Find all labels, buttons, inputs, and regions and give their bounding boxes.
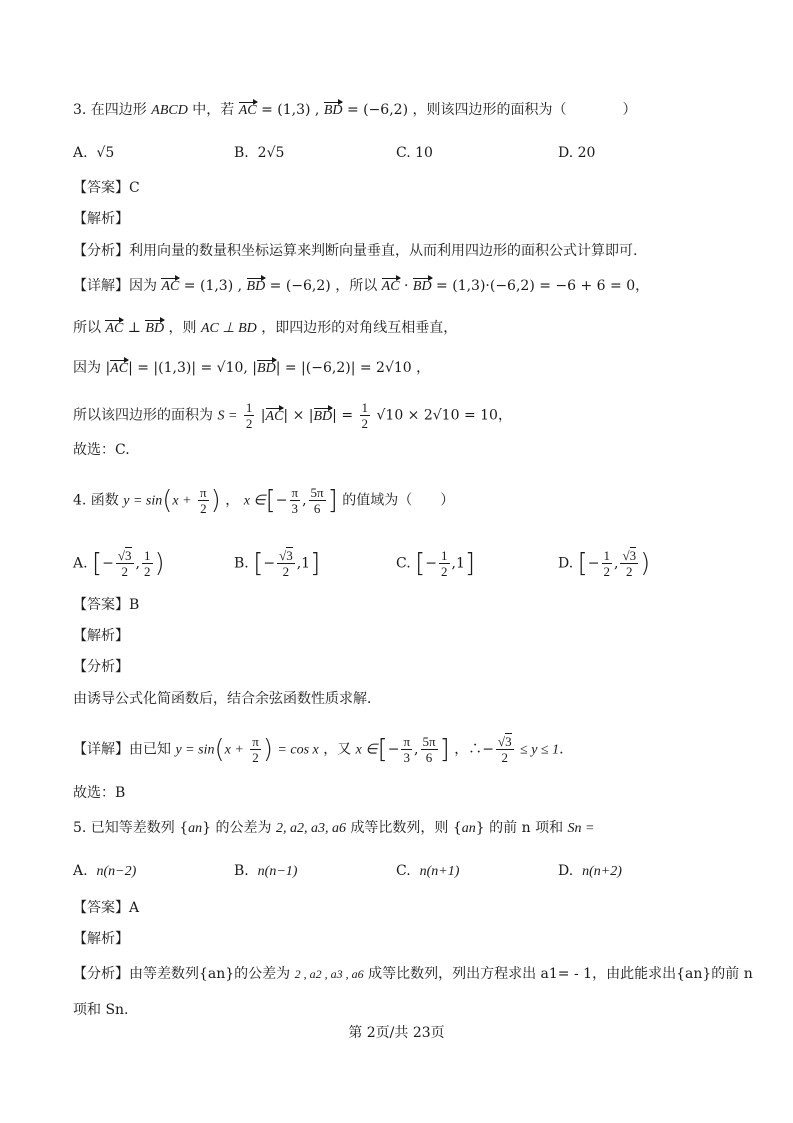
q3-answer: 【答案】C	[73, 180, 140, 196]
q4-option-c: C. [− $\frac{1}{2}$ ,1]	[396, 548, 476, 579]
q4-option-b: B. [− $\frac{√3}{2}$ ,1]	[234, 548, 321, 579]
q3-analysis-tag: 【解析】	[73, 211, 129, 227]
q3-fenxi: 【分析】利用向量的数量积坐标运算来判断向量垂直，从而利用四边形的面积公式计算即可.	[73, 243, 638, 259]
q5-option-c: C. n(n+1)	[396, 863, 460, 879]
q5-option-d: D. n(n+2)	[558, 863, 622, 879]
q3-option-c: C. 10	[396, 145, 433, 161]
q5-stem: 5. 已知等差数列 {an} 的公差为 2, a2, a3, a6 成等比数列，则 {an} 的前 n 项和 Sn =	[73, 820, 595, 836]
q3-detail-line1: 【详解】因为 AC = (1,3) , BD = (−6,2) ，所以 AC · BD = (1,3)·(−6,2) = −6 + 6 = 0，	[73, 276, 649, 297]
q5-analysis-tag: 【解析】	[73, 931, 129, 947]
q3-option-b: B. 2√5	[234, 145, 285, 161]
q4-fenxi: 由诱导公式化简函数后，结合余弦函数性质求解．	[73, 691, 381, 707]
q4-fenxi-tag: 【分析】	[73, 659, 129, 675]
q3-detail-line3: 因为 |AC| = |(1,3)| = √10, |BD| = |(−6,2)| = 2√10 ，	[73, 358, 430, 379]
q4-detail: 【详解】由已知 y = sin(x + $\frac{\pi}{2}$ ) = cos x ，又 x ∈[− $\frac{\pi}{3}$ , $\frac{5\pi}{6}$ ] ，∴− $\frac{√3}{2}$ ≤ y ≤ 1.	[73, 734, 564, 765]
q4-analysis-tag: 【解析】	[73, 628, 129, 644]
q5-answer: 【答案】A	[73, 900, 140, 916]
q3-stem: 3. 在四边形 ABCD 中，若 AC = (1,3) , BD = (−6,2) ，则该四边形的面积为（ ）	[73, 100, 637, 121]
q4-choose: 故选：B	[73, 785, 126, 801]
q3-option-d: D. 20	[558, 145, 596, 161]
q4-option-a: A. [− $\frac{√3}{2}$ , $\frac{1}{2}$ )	[73, 548, 165, 579]
q4-option-d: D. [− $\frac{1}{2}$ , $\frac{√3}{2}$ )	[558, 548, 651, 579]
page-footer: 第 2页/共 23页	[348, 1025, 445, 1041]
q4-answer: 【答案】B	[73, 597, 140, 613]
q5-fenxi-cont: 项和 Sn.	[73, 1002, 129, 1018]
q5-option-b: B. n(n−1)	[234, 863, 298, 879]
q3-choose: 故选：C.	[73, 442, 130, 458]
q5-option-a: A. n(n−2)	[73, 863, 137, 879]
q4-stem: 4. 函数 y = sin(x + $\frac{\pi}{2}$ ) ， x ∈[− $\frac{\pi}{3}$ , $\frac{5\pi}{6}$ ] 的值域为（ ）	[73, 485, 455, 516]
q3-detail-line2: 所以 AC ⊥ BD ，则 AC ⊥ BD ，即四边形的对角线互相垂直，	[73, 318, 457, 339]
q5-fenxi: 【分析】由等差数列{an}的公差为 2 , a2 , a3 , a6 成等比数列，列出方程求出 a1= - 1，由此能求出{an}的前 n	[73, 966, 753, 982]
q3-option-a: A. √5	[73, 145, 115, 161]
q3-detail-line4: 所以该四边形的面积为 S = $\frac{1}{2}$ |AC| × |BD| = $\frac{1}{2}$ √10 × 2√10 = 10，	[73, 400, 512, 431]
